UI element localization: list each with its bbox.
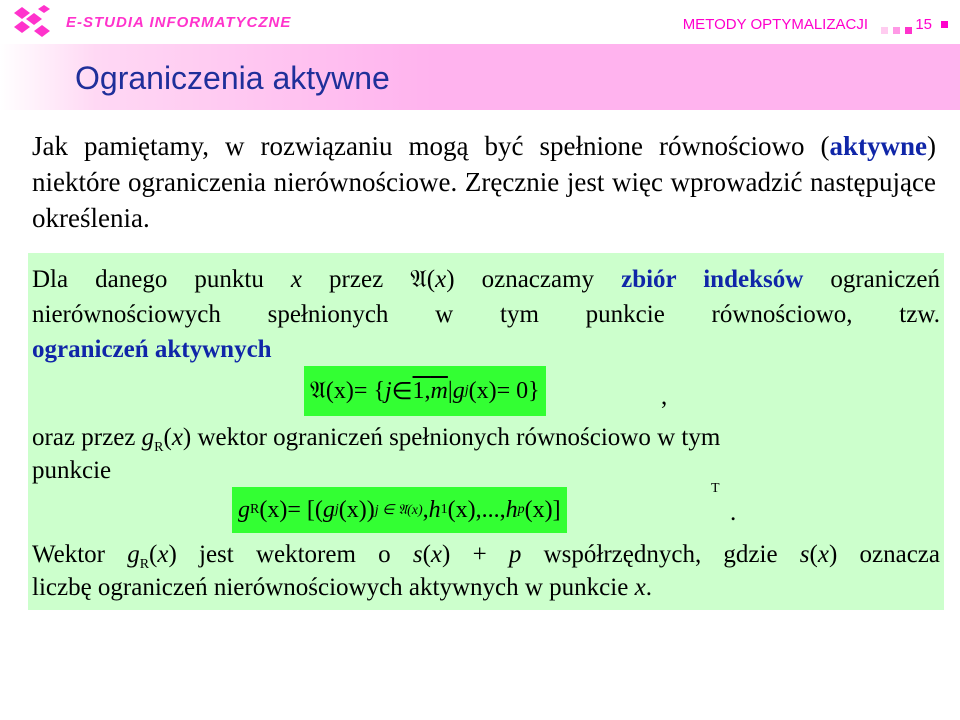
- intro-text: ) niektóre ograniczenia nierównościowe. Zręcznie jest więc wprowadzić następujące określenia.: [32, 131, 936, 233]
- page-decoration: [876, 21, 912, 39]
- active-set-formula: 𝔄 (x) = { j ∈ 1,m | g j (x) = 0}: [304, 366, 546, 416]
- definition-line-7: liczbę ograniczeń nierównościowych aktywnych w punkcie x.: [32, 574, 652, 601]
- formula-period: .: [730, 499, 737, 526]
- page-number: 15: [915, 16, 932, 33]
- definition-line-3: [32, 333, 940, 366]
- definition-line-5: punkcie: [32, 457, 112, 484]
- e-studia-logo: [10, 5, 54, 41]
- intro-paragraph: [32, 128, 936, 236]
- decor-square: [893, 27, 900, 34]
- definition-line-1: Dla danego punktu x przez 𝔄(x) oznaczamy zbiór indeksów ograniczeń: [32, 266, 940, 293]
- decor-square-end: [941, 21, 948, 28]
- decor-square: [881, 27, 888, 34]
- transpose-mark: T: [711, 481, 720, 496]
- page-title: Ograniczenia aktywne: [75, 60, 390, 96]
- intro-text: Jak pamiętamy, w rozwiązaniu mogą być spełnione równościowo (: [32, 131, 830, 161]
- keyword-active-constraints: ograniczeń aktywnych: [32, 336, 272, 363]
- definition-line-4: oraz przez $g_R(x)$ wektor ograniczeń spełnionych równościowo w tym: [32, 424, 721, 455]
- definition-line-6: Wektor $g_R(x)$ jest wektorem o s(x) + p współrzędnych, gdzie s(x) oznacza: [32, 541, 940, 572]
- decor-square: [905, 27, 912, 34]
- keyword-index-set: zbiór indeksów: [621, 266, 804, 293]
- definition-box: [28, 253, 944, 610]
- course-name: METODY OPTYMALIZACJI: [682, 16, 868, 33]
- brand-name: E-STUDIA INFORMATYCZNE: [66, 14, 292, 31]
- intro-keyword: aktywne: [829, 131, 927, 161]
- active-vector-formula: g R (x) = [( g j (x)) j ∈ 𝔄(x) , h 1 (x),..., h p (x)]: [232, 487, 567, 533]
- formula-comma: ,: [661, 383, 668, 410]
- definition-line-2: nierównościowych spełnionych w tym punkcie równościowo, tzw.: [32, 301, 940, 328]
